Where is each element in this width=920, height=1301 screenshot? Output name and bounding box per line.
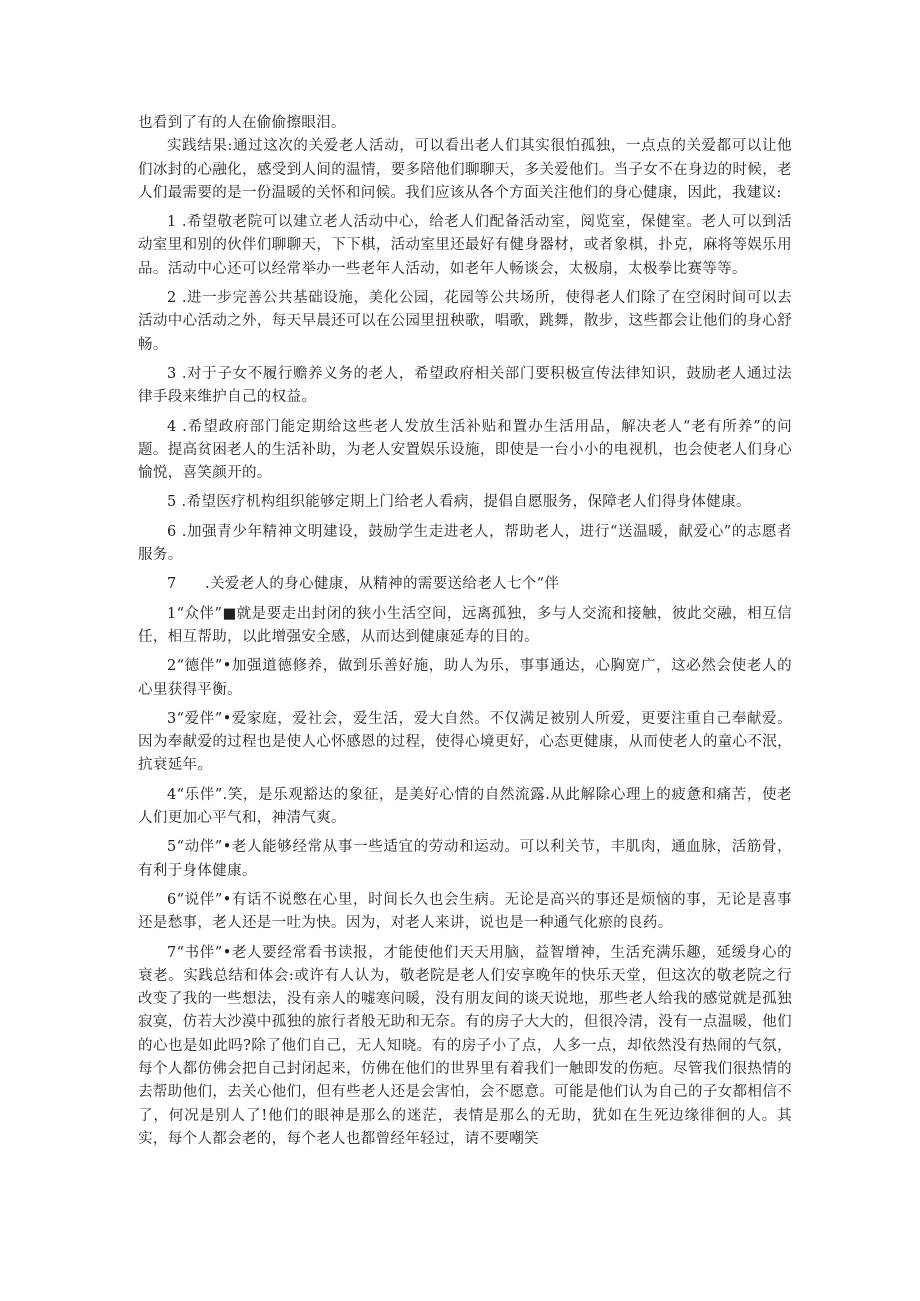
companion-7-and-summary: 7“书伴”•老人要经常看书读报，才能使他们天天用脑，益智增神，生活充满乐趣，延缓身心的衰老。实践总结和体会:或许有人认为，敬老院是老人们安享晚年的快乐天堂，但这次的敬老院之行改变了我的一些想法，没有亲人的嘘寒问暖，没有朋友间的谈天说地，那些老人给我的感觉就是孤独寂寞，仿若大沙漠中孤独的旅行者般无助和无奈。有的房子大大的，但很冷清，没有一点温暖，他们的心也是如此吗?除了他们自己，无人知晓。有的房子小了点，人多一点，却依然没有热闹的气氛，每个人都仿佛会把自己封闭起来，仿佛在他们的世界里有着我们一触即发的伤疤。尽管我们很热情的去帮助他们，去关心他们，但有些老人还是会害怕，会不愿意。可能是他们认为自己的子女都相信不了，何况是别人了!他们的眼神是那么的迷茫，表情是那么的无助，犹如在生死边缘徘徊的人。其实，每个人都会老的，每个老人也都曾经年轻过，请不要嘲笑 <box>138 944 792 1147</box>
suggestion-2: 2 .进一步完善公共基础设施，美化公园，花园等公共场所，使得老人们除了在空闲时间可以去活动中心活动之外，每天早晨还可以在公园里扭秧歌，唱歌，跳舞，散步，这些都会让他们的身心舒畅。 <box>138 290 792 353</box>
companion-2: 2“德伴”•加强道德修养，做到乐善好施，助人为乐，事事通达，心胸宽广，这必然会使老人的心里获得平衡。 <box>138 658 792 698</box>
suggestion-4: 4 .希望政府部门能定期给这些老人发放生活补贴和置办生活用品，解决老人“老有所养”的问题。提高贫困老人的生活补助，为老人安置娱乐设施，即使是一台小小的电视机，也会使老人们身心愉悦，喜笑颜开的。 <box>138 418 792 482</box>
companion-5: 5“动伴”•老人能够经常从事一些适宜的劳动和运动。可以利关节，丰肌肉，通血脉，活筋骨，有利于身体健康。 <box>138 839 792 879</box>
suggestion-3: 3 .对于子女不履行赡养义务的老人，希望政府相关部门要积极宣传法律知识，鼓励老人通过法律手段来维护自己的权益。 <box>138 365 792 406</box>
companion-1: 1“众伴”■就是要走出封闭的狭小生活空间，远离孤独，多与人交流和接触，彼此交融，相互信任，相互帮助，以此增强安全感，从而达到健康延寿的目的。 <box>138 605 792 645</box>
suggestion-7-text: .关爱老人的身心健康，从精神的需要送给老人七个“伴 <box>205 576 560 593</box>
suggestion-6: 6 .加强青少年精神文明建设，鼓励学生走进老人，帮助老人，进行“送温暖，献爱心”的志愿者服务。 <box>138 523 792 564</box>
paragraph-continuation: 也看到了有的人在偷偷擦眼泪。 <box>138 115 346 131</box>
suggestion-1: 1 .希望敬老院可以建立老人活动中心，给老人们配备活动室，阅览室，保健室。老人可以到活动室里和别的伙伴们聊聊天，下下棋，活动室里还最好有健身器材，或者象棋，扑克，麻将等娱乐用品。活动中心还可以经常举办一些老年人活动，如老年人畅谈会，太极扇，太极拳比赛等等。 <box>138 214 792 277</box>
companion-3: 3“爱伴”•爱家庭，爱社会，爱生活，爱大自然。不仅满足被别人所爱，更要注重自己奉献爱。因为奉献爱的过程也是使人心怀感恩的过程，使得心境更好，心态更健康，从而使老人的童心不泯，抗衰延年。 <box>138 710 792 774</box>
suggestion-7-number: 7 <box>167 576 177 593</box>
companion-6: 6“说伴”•有话不说憋在心里，时间长久也会生病。无论是高兴的事还是烦恼的事，无论是喜事还是愁事，老人还是一吐为快。因为，对老人来讲，说也是一种通气化瘀的良药。 <box>138 891 792 932</box>
companion-4: 4“乐伴”.笑，是乐观豁达的象征，是美好心情的自然流露.从此解除心理上的疲惫和痛苦，使老人们更加心平气和，神清气爽。 <box>138 786 792 827</box>
paragraph-practice-result: 实践结果:通过这次的关爱老人活动，可以看出老人们其实很怕孤独，一点点的关爱都可以让他们冰封的心融化，感受到人间的温情，要多陪他们聊聊天，多关爱他们。当子女不在身边的时候，老人们最需要的是一份温暖的关怀和问候。我们应该从各个方面关注他们的身心健康，因此，我建议: <box>138 138 792 201</box>
document-body <box>138 112 792 1151</box>
suggestion-5: 5 .希望医疗机构组织能够定期上门给老人看病，提倡自愿服务，保障老人们得身体健康。 <box>167 494 751 511</box>
suggestion-7 <box>138 573 792 596</box>
